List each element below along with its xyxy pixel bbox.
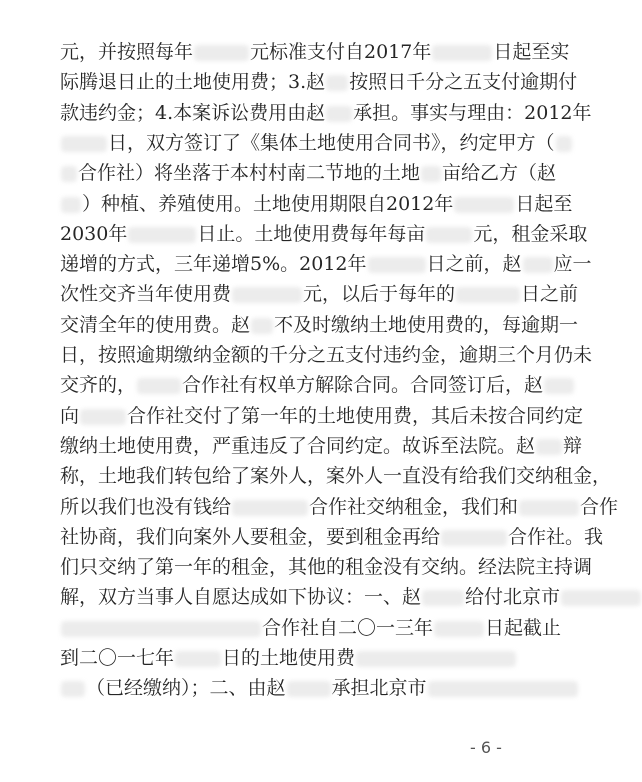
redaction-blur xyxy=(80,409,126,425)
page-number: - 6 - xyxy=(470,738,502,757)
text-line xyxy=(60,644,542,672)
text-segment: 日，双方签订了《集体土地使用合同书》，约定甲方（ xyxy=(108,131,555,154)
text-line xyxy=(60,280,579,308)
text-line xyxy=(60,583,561,611)
text-segment: 日起至 xyxy=(515,192,573,215)
text-line xyxy=(60,250,592,278)
redaction-blur xyxy=(432,45,492,61)
text-segment: 承担北京市 xyxy=(331,677,427,700)
text-segment: 解，双方当事人自愿达成如下协议：一、赵 xyxy=(60,586,422,609)
text-segment: 合作社自二〇一三年 xyxy=(262,616,434,639)
text-line xyxy=(60,462,612,490)
text-segment: 给付北京市 xyxy=(465,586,561,609)
redaction-blur xyxy=(454,197,514,213)
redaction-blur xyxy=(61,166,77,182)
redaction-blur xyxy=(519,500,579,516)
redaction-blur xyxy=(426,227,472,243)
text-segment: 承担。事实与理由：2012年 xyxy=(353,101,592,124)
text-segment: 不及时缴纳土地使用费的，每逾期一 xyxy=(274,313,579,336)
redaction-blur xyxy=(194,45,249,61)
text-line xyxy=(60,99,592,127)
text-segment: 递增的方式，三年递增5%。2012年 xyxy=(60,253,367,276)
redaction-blur xyxy=(326,75,348,91)
text-segment: 日之前，赵 xyxy=(426,253,522,276)
text-line xyxy=(60,553,593,581)
text-line xyxy=(60,38,570,66)
text-line xyxy=(60,402,584,430)
text-segment: 日起至实 xyxy=(493,41,570,63)
text-line xyxy=(60,220,588,248)
text-line xyxy=(60,159,557,187)
text-segment: 按照日千分之五支付逾期付 xyxy=(349,71,578,94)
text-segment: 应一 xyxy=(553,253,592,276)
text-line xyxy=(60,129,555,157)
text-line xyxy=(60,493,619,521)
text-line xyxy=(60,674,542,702)
text-segment: 日起截止 xyxy=(485,616,562,639)
text-segment: 合作 xyxy=(580,495,619,518)
text-segment: 们只交纳了第一年的租金，其他的租金没有交纳。经法院主持调 xyxy=(60,556,593,579)
text-segment: 亩给乙方（赵 xyxy=(442,162,557,185)
text-segment: 合作社）将坐落于本村村南二节地的土地 xyxy=(78,162,421,185)
redaction-blur xyxy=(61,197,81,213)
text-segment: 向 xyxy=(60,404,80,427)
redaction-blur xyxy=(251,318,273,334)
text-segment: 2030年 xyxy=(60,222,128,245)
text-segment: （已经缴纳）；二、由赵 xyxy=(86,677,286,700)
redaction-blur xyxy=(421,166,441,182)
text-segment: 日之前 xyxy=(521,283,579,306)
text-segment: 元，并按照每年 xyxy=(60,41,194,63)
text-line xyxy=(60,341,593,369)
text-segment: 日止。土地使用费每年每亩 xyxy=(197,222,426,245)
redaction-blur xyxy=(523,257,553,273)
text-line xyxy=(60,614,562,642)
text-segment: 交齐的， xyxy=(60,374,137,397)
redaction-blur xyxy=(232,287,302,303)
redaction-blur xyxy=(61,136,107,152)
redaction-blur xyxy=(356,651,516,667)
text-segment: 次性交齐当年使用费 xyxy=(60,283,232,306)
redaction-blur xyxy=(128,227,196,243)
redaction-blur xyxy=(61,681,85,697)
redaction-blur xyxy=(428,681,578,697)
redaction-blur xyxy=(326,106,352,122)
redaction-blur xyxy=(556,136,572,152)
text-segment: 合作社。我 xyxy=(508,525,604,548)
redaction-blur xyxy=(137,378,181,394)
text-segment: 辩 xyxy=(563,434,583,457)
redaction-blur xyxy=(434,621,484,637)
text-segment: 到二〇一七年 xyxy=(60,647,175,669)
redaction-blur xyxy=(422,590,464,606)
text-segment: 合作社有权单方解除合同。合同签订后，赵 xyxy=(182,374,544,397)
redaction-blur xyxy=(368,257,426,273)
text-segment: 缴纳土地使用费，严重违反了合同约定。故诉至法院。赵 xyxy=(60,434,536,457)
text-segment: 元，以后于每年的 xyxy=(303,283,456,306)
text-line xyxy=(60,68,578,96)
redaction-blur xyxy=(561,590,641,606)
text-line xyxy=(60,432,583,460)
text-segment: 称，土地我们转包给了案外人，案外人一直没有给我们交纳租金， xyxy=(60,465,612,488)
redaction-blur xyxy=(287,681,331,697)
text-segment: 社协商，我们向案外人要租金，要到租金再给 xyxy=(60,525,441,548)
text-segment: 合作社交付了第一年的土地使用费，其后未按合同约定 xyxy=(127,404,584,427)
text-line xyxy=(60,190,573,218)
text-segment: 元，租金采取 xyxy=(473,222,588,245)
text-segment: 交清全年的使用费。赵 xyxy=(60,313,251,336)
redaction-blur xyxy=(232,500,308,516)
redaction-blur xyxy=(456,287,520,303)
redaction-blur xyxy=(61,621,261,637)
redaction-blur xyxy=(536,439,562,455)
text-segment: 日，按照逾期缴纳金额的千分之五支付违约金，逾期三个月仍未 xyxy=(60,344,593,366)
text-segment: ）种植、养殖使用。土地使用期限自2012年 xyxy=(82,192,454,215)
text-line xyxy=(60,311,579,339)
text-segment: 元标准支付自2017年 xyxy=(250,41,432,63)
text-line xyxy=(60,371,542,399)
redaction-blur xyxy=(175,651,221,667)
text-line xyxy=(60,523,604,551)
text-segment: 款违约金；4.本案诉讼费用由赵 xyxy=(60,101,326,124)
text-segment: 所以我们也没有钱给 xyxy=(60,495,232,518)
text-segment: 合作社交纳租金，我们和 xyxy=(309,495,519,518)
text-segment: 日的土地使用费 xyxy=(222,647,356,669)
redaction-blur xyxy=(441,530,507,546)
text-segment: 际腾退日止的土地使用费；3.赵 xyxy=(60,71,326,94)
redaction-blur xyxy=(544,378,574,394)
